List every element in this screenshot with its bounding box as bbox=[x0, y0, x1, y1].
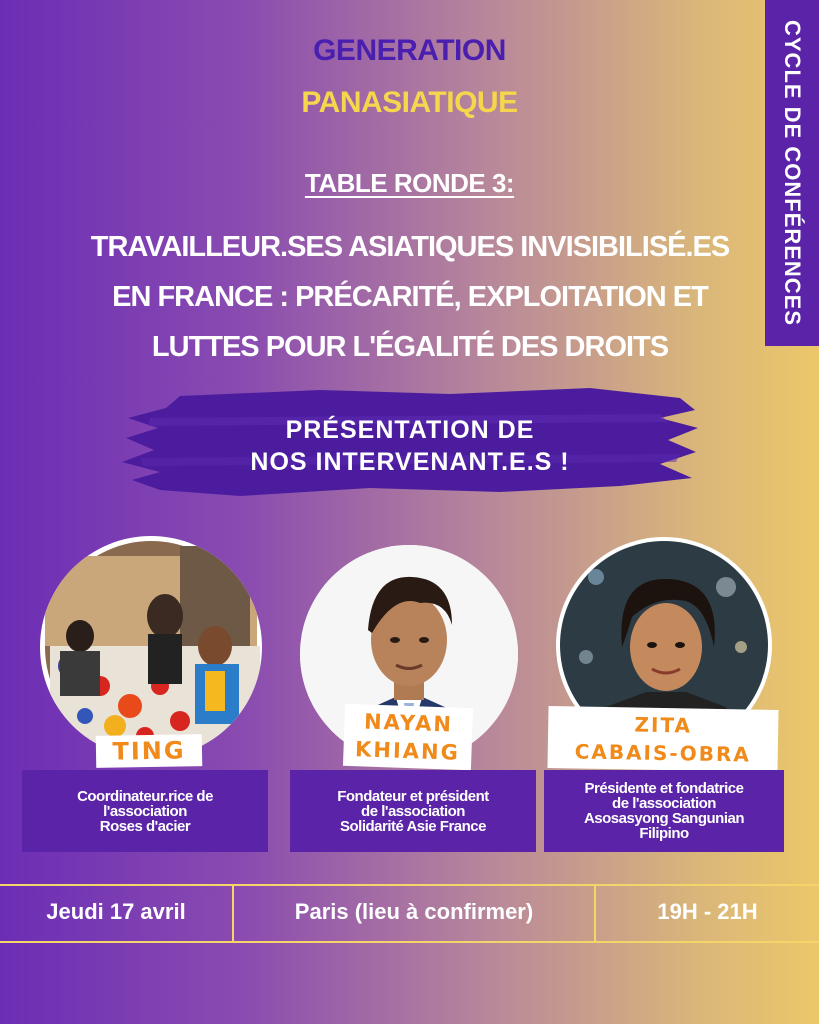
speaker-name: TING bbox=[112, 736, 186, 766]
speaker-role-line: Présidente et fondatrice bbox=[584, 780, 744, 797]
speaker-role-line: Asosasyong Sangunian bbox=[583, 810, 745, 827]
speaker-role-line: l'association bbox=[103, 802, 187, 820]
speaker-role-line: Fondateur et président bbox=[337, 787, 489, 805]
speaker-role-box bbox=[22, 770, 268, 852]
side-banner-text: CYCLE DE CONFÉRENCES bbox=[780, 19, 805, 327]
speaker-role-line: Solidarité Asie France bbox=[339, 817, 486, 835]
speaker-role-box bbox=[544, 770, 784, 852]
footer-bottom-divider bbox=[0, 941, 819, 943]
speaker-role-line: Roses d'acier bbox=[99, 817, 191, 835]
speaker-role-line: de l'association bbox=[612, 795, 716, 812]
speaker-photo-ting bbox=[40, 536, 262, 758]
speaker-name: KHIANG bbox=[354, 737, 461, 765]
workshop-photo-icon bbox=[40, 536, 262, 758]
headline-line: LUTTES POUR L'ÉGALITÉ DES DROITS bbox=[151, 331, 669, 363]
speaker-name-tag bbox=[343, 704, 473, 770]
event-place: Paris (lieu à confirmer) bbox=[294, 899, 534, 924]
event-date: Jeudi 17 avril bbox=[46, 899, 186, 924]
speaker-role-box bbox=[290, 770, 536, 852]
headline-line: EN FRANCE : PRÉCARITÉ, EXPLOITATION ET bbox=[112, 281, 708, 313]
title-line-1: GENERATION bbox=[313, 34, 506, 67]
speaker-name: ZITA bbox=[634, 712, 693, 738]
presentation-line: NOS INTERVENANT.E.S ! bbox=[250, 448, 570, 476]
speaker-name-tag bbox=[547, 706, 778, 772]
presentation-line: PRÉSENTATION DE bbox=[285, 416, 535, 444]
speaker-role-line: Coordinateur.rice de bbox=[77, 787, 213, 805]
speaker-role-line: de l'association bbox=[361, 802, 465, 820]
event-time: 19H - 21H bbox=[657, 899, 758, 924]
speaker-name: CABAIS-OBRA bbox=[574, 739, 752, 767]
presentation-heading bbox=[120, 414, 700, 478]
headline-line: TRAVAILLEUR.SES ASIATIQUES INVISIBILISÉ.ES bbox=[90, 231, 730, 263]
speaker-name-tag bbox=[96, 734, 203, 768]
headline bbox=[60, 222, 760, 372]
subtitle: TABLE RONDE 3: bbox=[304, 168, 515, 198]
title-line-2: PANASIATIQUE bbox=[301, 86, 518, 119]
footer-top-divider bbox=[0, 884, 819, 886]
speaker-name: NAYAN bbox=[363, 709, 454, 737]
speaker-role-line: Filipino bbox=[639, 825, 689, 842]
